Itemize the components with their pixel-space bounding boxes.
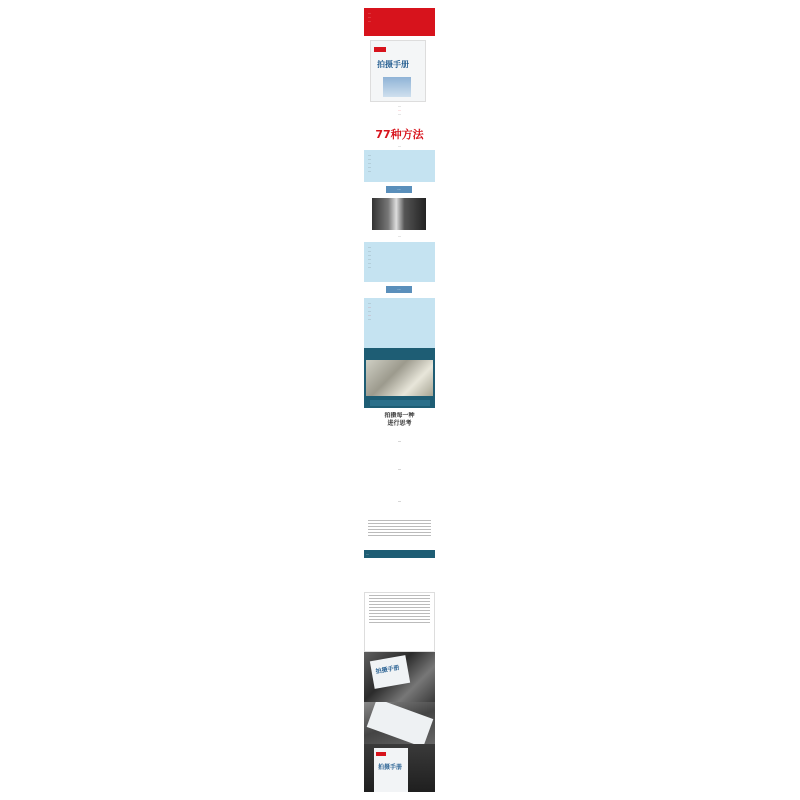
photo-caption: ... xyxy=(398,234,401,238)
cover-illustration xyxy=(383,77,411,97)
subtitle-line: ... xyxy=(398,112,401,116)
teal-bar-text: ... xyxy=(366,552,369,556)
text-line xyxy=(369,619,430,620)
review-line: ... xyxy=(368,313,371,317)
sample-ribbon xyxy=(370,400,430,406)
book-photo-2 xyxy=(364,702,435,744)
promo-line: ... xyxy=(368,19,371,23)
subtitle-line: ... xyxy=(398,108,401,112)
book-photo-3 xyxy=(364,744,435,792)
book-title: 拍摄手册 xyxy=(375,664,401,676)
cover-title: 拍摄手册 xyxy=(377,60,409,69)
sample-pages-photo xyxy=(366,360,433,396)
text-line xyxy=(368,535,431,536)
review-section xyxy=(364,298,435,348)
text-line xyxy=(369,601,430,602)
handbook-title-line: 进行思考 xyxy=(387,420,412,427)
author-line: ... xyxy=(368,249,371,253)
author-line: ... xyxy=(368,245,371,249)
text-line xyxy=(369,613,430,614)
section-heading: ... xyxy=(397,438,402,443)
book-cover-image xyxy=(364,40,435,102)
text-line xyxy=(368,529,431,530)
book-photo-1 xyxy=(364,652,435,702)
promo-banner xyxy=(364,8,435,36)
sample-pages-block xyxy=(364,348,435,408)
author-line: ... xyxy=(368,253,371,257)
text-line xyxy=(369,598,430,599)
book-in-photo xyxy=(367,702,434,744)
review-line: ... xyxy=(368,309,371,313)
author-line: ... xyxy=(368,261,371,265)
book-in-photo xyxy=(370,655,410,689)
promo-line: ... xyxy=(368,11,371,15)
section-tag: ... xyxy=(386,186,412,193)
review-line: ... xyxy=(368,301,371,305)
subtitle-line: ... xyxy=(398,104,401,108)
intro-line: ... xyxy=(368,153,371,157)
text-line xyxy=(369,616,430,617)
text-line xyxy=(369,607,430,608)
handbook-title xyxy=(364,412,435,432)
text-line xyxy=(368,520,431,521)
review-line: ... xyxy=(368,305,371,309)
author-line: ... xyxy=(368,257,371,261)
subtitle-block xyxy=(364,104,435,128)
intro-line: ... xyxy=(368,161,371,165)
book-title: 拍摄手册 xyxy=(378,764,403,771)
text-line xyxy=(369,604,430,605)
author-photo xyxy=(364,198,435,232)
text-line xyxy=(369,595,430,596)
headline: 77种方法 xyxy=(375,128,424,141)
text-line xyxy=(368,523,431,524)
publisher-tab xyxy=(376,752,386,756)
section-heading: ... xyxy=(397,498,402,503)
review-line: ... xyxy=(368,317,371,321)
author-photo-image xyxy=(372,198,426,230)
promo-line: ... xyxy=(368,15,371,19)
author-section xyxy=(364,242,435,282)
intro-line: ... xyxy=(368,169,371,173)
headline-caption: ... xyxy=(398,144,401,148)
intro-line: ... xyxy=(368,157,371,161)
teal-bar xyxy=(364,550,435,558)
text-line xyxy=(369,622,430,623)
text-line xyxy=(369,610,430,611)
section-tag: ... xyxy=(386,286,412,293)
book-in-photo xyxy=(374,748,408,792)
intro-section xyxy=(364,150,435,182)
text-line xyxy=(368,526,431,527)
product-detail-strip xyxy=(364,8,435,792)
publisher-tab xyxy=(374,47,386,52)
handbook-title-line: 拍摄每一种 xyxy=(384,412,415,419)
book-cover xyxy=(370,40,426,102)
section-heading: ... xyxy=(397,466,402,471)
text-line xyxy=(368,532,431,533)
author-line: ... xyxy=(368,265,371,269)
body-text xyxy=(364,518,435,554)
intro-line: ... xyxy=(368,165,371,169)
document-page xyxy=(364,592,435,652)
